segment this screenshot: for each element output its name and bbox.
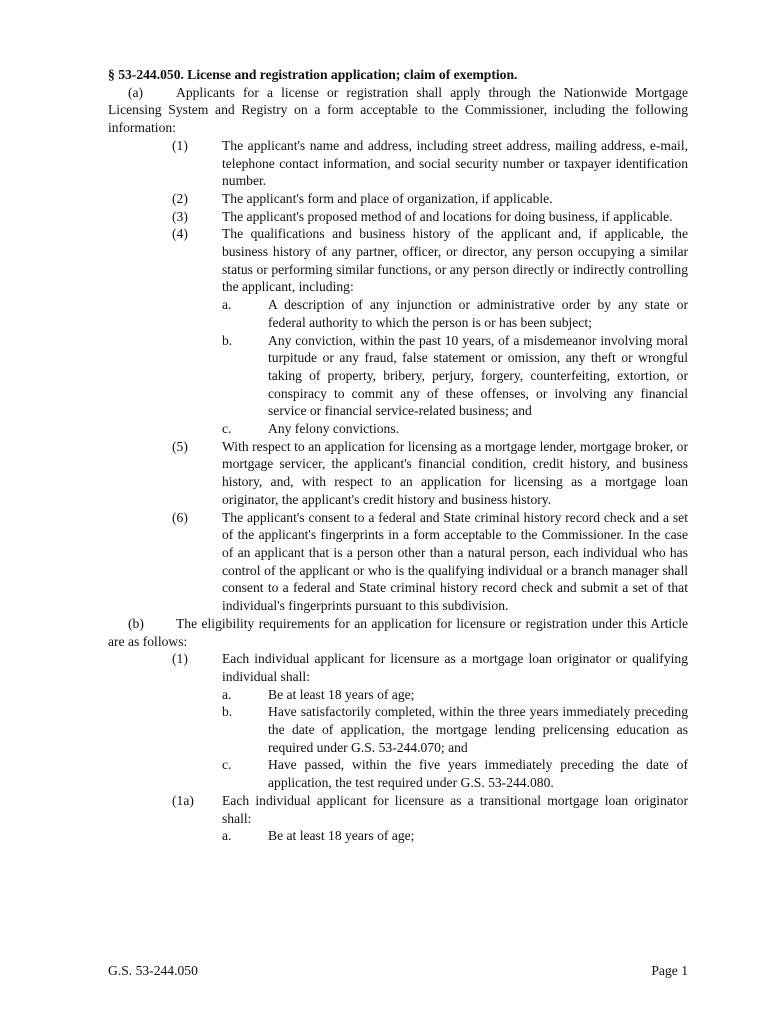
item-number: (2) bbox=[172, 190, 188, 206]
item-number: (6) bbox=[172, 509, 188, 525]
section-title: § 53-244.050. License and registration application; claim of exemption. bbox=[108, 67, 518, 82]
footer-citation: G.S. 53-244.050 bbox=[108, 963, 198, 978]
item-text: With respect to an application for licensing as a mortgage lender, mortgage broker, or mortgage servicer, the applicant's financial condition, credit history, and business history, and, with respect to an application for licensing as a mortgage loan originator, the applicant's credit history and business history. bbox=[222, 438, 688, 507]
subitem-text: Have satisfactorily completed, within the three years immediately preceding the date of application, the mortgage lending prelicensing education as required under G.S. 53-244.070; and bbox=[268, 704, 688, 755]
item-number: (1) bbox=[172, 651, 188, 667]
subsection-a-label: (a) bbox=[128, 84, 144, 100]
subsection-a-text: Applicants for a license or registration shall apply through the Nationwide Mortgage Licensing System and Registry on a form acceptable to the Commissioner, including the following information: bbox=[108, 84, 688, 136]
list-subitem-b1a-a bbox=[108, 827, 688, 845]
subitem-text: Any conviction, within the past 10 years, of a misdemeanor involving moral turpitude or any fraud, false statement or omission, any theft or wrongful taking of property, bribery, perjury, forgery, counterfeiting, extortion, or conspiracy to commit any of these offenses, or involving any financial service or financial service-related business; and bbox=[268, 332, 688, 419]
subitem-letter: b. bbox=[222, 704, 233, 720]
list-subitem-b1a bbox=[108, 686, 688, 704]
footer-page-number: Page 1 bbox=[651, 963, 688, 978]
item-number: (4) bbox=[172, 226, 188, 242]
subsection-b bbox=[108, 615, 688, 650]
list-item-a4 bbox=[108, 225, 688, 296]
subitem-text: Have passed, within the five years immediately preceding the date of application, the test required under G.S. 53-244.080. bbox=[268, 757, 688, 791]
item-text: Each individual applicant for licensure as a mortgage loan originator or qualifying individual shall: bbox=[222, 651, 688, 684]
list-item-a2 bbox=[108, 190, 688, 208]
document-body bbox=[108, 66, 688, 845]
list-subitem-a4a bbox=[108, 296, 688, 331]
subsection-b-label: (b) bbox=[128, 615, 144, 631]
item-text: The applicant's proposed method of and locations for doing business, if applicable. bbox=[222, 208, 673, 224]
subitem-letter: a. bbox=[222, 297, 232, 313]
subitem-letter: c. bbox=[222, 757, 232, 773]
subsection-a bbox=[108, 84, 688, 137]
list-item-a1 bbox=[108, 137, 688, 190]
item-number: (1a) bbox=[172, 792, 194, 808]
list-subitem-b1c bbox=[108, 756, 688, 791]
item-text: Each individual applicant for licensure as a transitional mortgage loan originator shall: bbox=[222, 792, 688, 826]
list-item-a6 bbox=[108, 509, 688, 615]
subitem-letter: a. bbox=[222, 686, 232, 702]
list-subitem-b1b bbox=[108, 703, 688, 756]
item-number: (3) bbox=[172, 208, 188, 224]
item-text: The applicant's consent to a federal and State criminal history record check and a set of the applicant's fingerprints in a form acceptable to the Commissioner. In the case of an applicant that is a person other than a natural person, each individual who has control of the applicant or who is the qualifying individual or a branch manager shall consent to a federal and State criminal history record check and submit a set of that individual's fingerprints pursuant to this subdivision. bbox=[222, 509, 688, 614]
subitem-text: Be at least 18 years of age; bbox=[268, 686, 415, 702]
list-item-a5 bbox=[108, 438, 688, 509]
item-text: The applicant's form and place of organization, if applicable. bbox=[222, 190, 553, 206]
page-footer bbox=[108, 962, 688, 980]
item-text: The applicant's name and address, including street address, mailing address, e-mail, telephone contact information, and social security number or taxpayer identification number. bbox=[222, 137, 688, 189]
list-subitem-a4b bbox=[108, 332, 688, 421]
item-text: The qualifications and business history of the applicant and, if applicable, the business history of any partner, officer, or director, any person occupying a similar status or performing similar functions, or any person directly or indirectly controlling the applicant, including: bbox=[222, 226, 688, 295]
list-item-b1a bbox=[108, 792, 688, 827]
subitem-text: A description of any injunction or administrative order by any state or federal authority to which the person is or has been subject; bbox=[268, 297, 688, 330]
list-item-b1 bbox=[108, 650, 688, 685]
subitem-letter: a. bbox=[222, 828, 232, 844]
list-subitem-a4c bbox=[108, 420, 688, 438]
subsection-b-text: The eligibility requirements for an application for licensure or registration under this Article are as follows: bbox=[108, 615, 688, 649]
list-item-a3 bbox=[108, 208, 688, 226]
item-number: (5) bbox=[172, 438, 188, 454]
subitem-letter: b. bbox=[222, 332, 233, 348]
subitem-letter: c. bbox=[222, 421, 232, 437]
subitem-text: Be at least 18 years of age; bbox=[268, 828, 415, 844]
item-number: (1) bbox=[172, 137, 188, 153]
subitem-text: Any felony convictions. bbox=[268, 421, 400, 437]
